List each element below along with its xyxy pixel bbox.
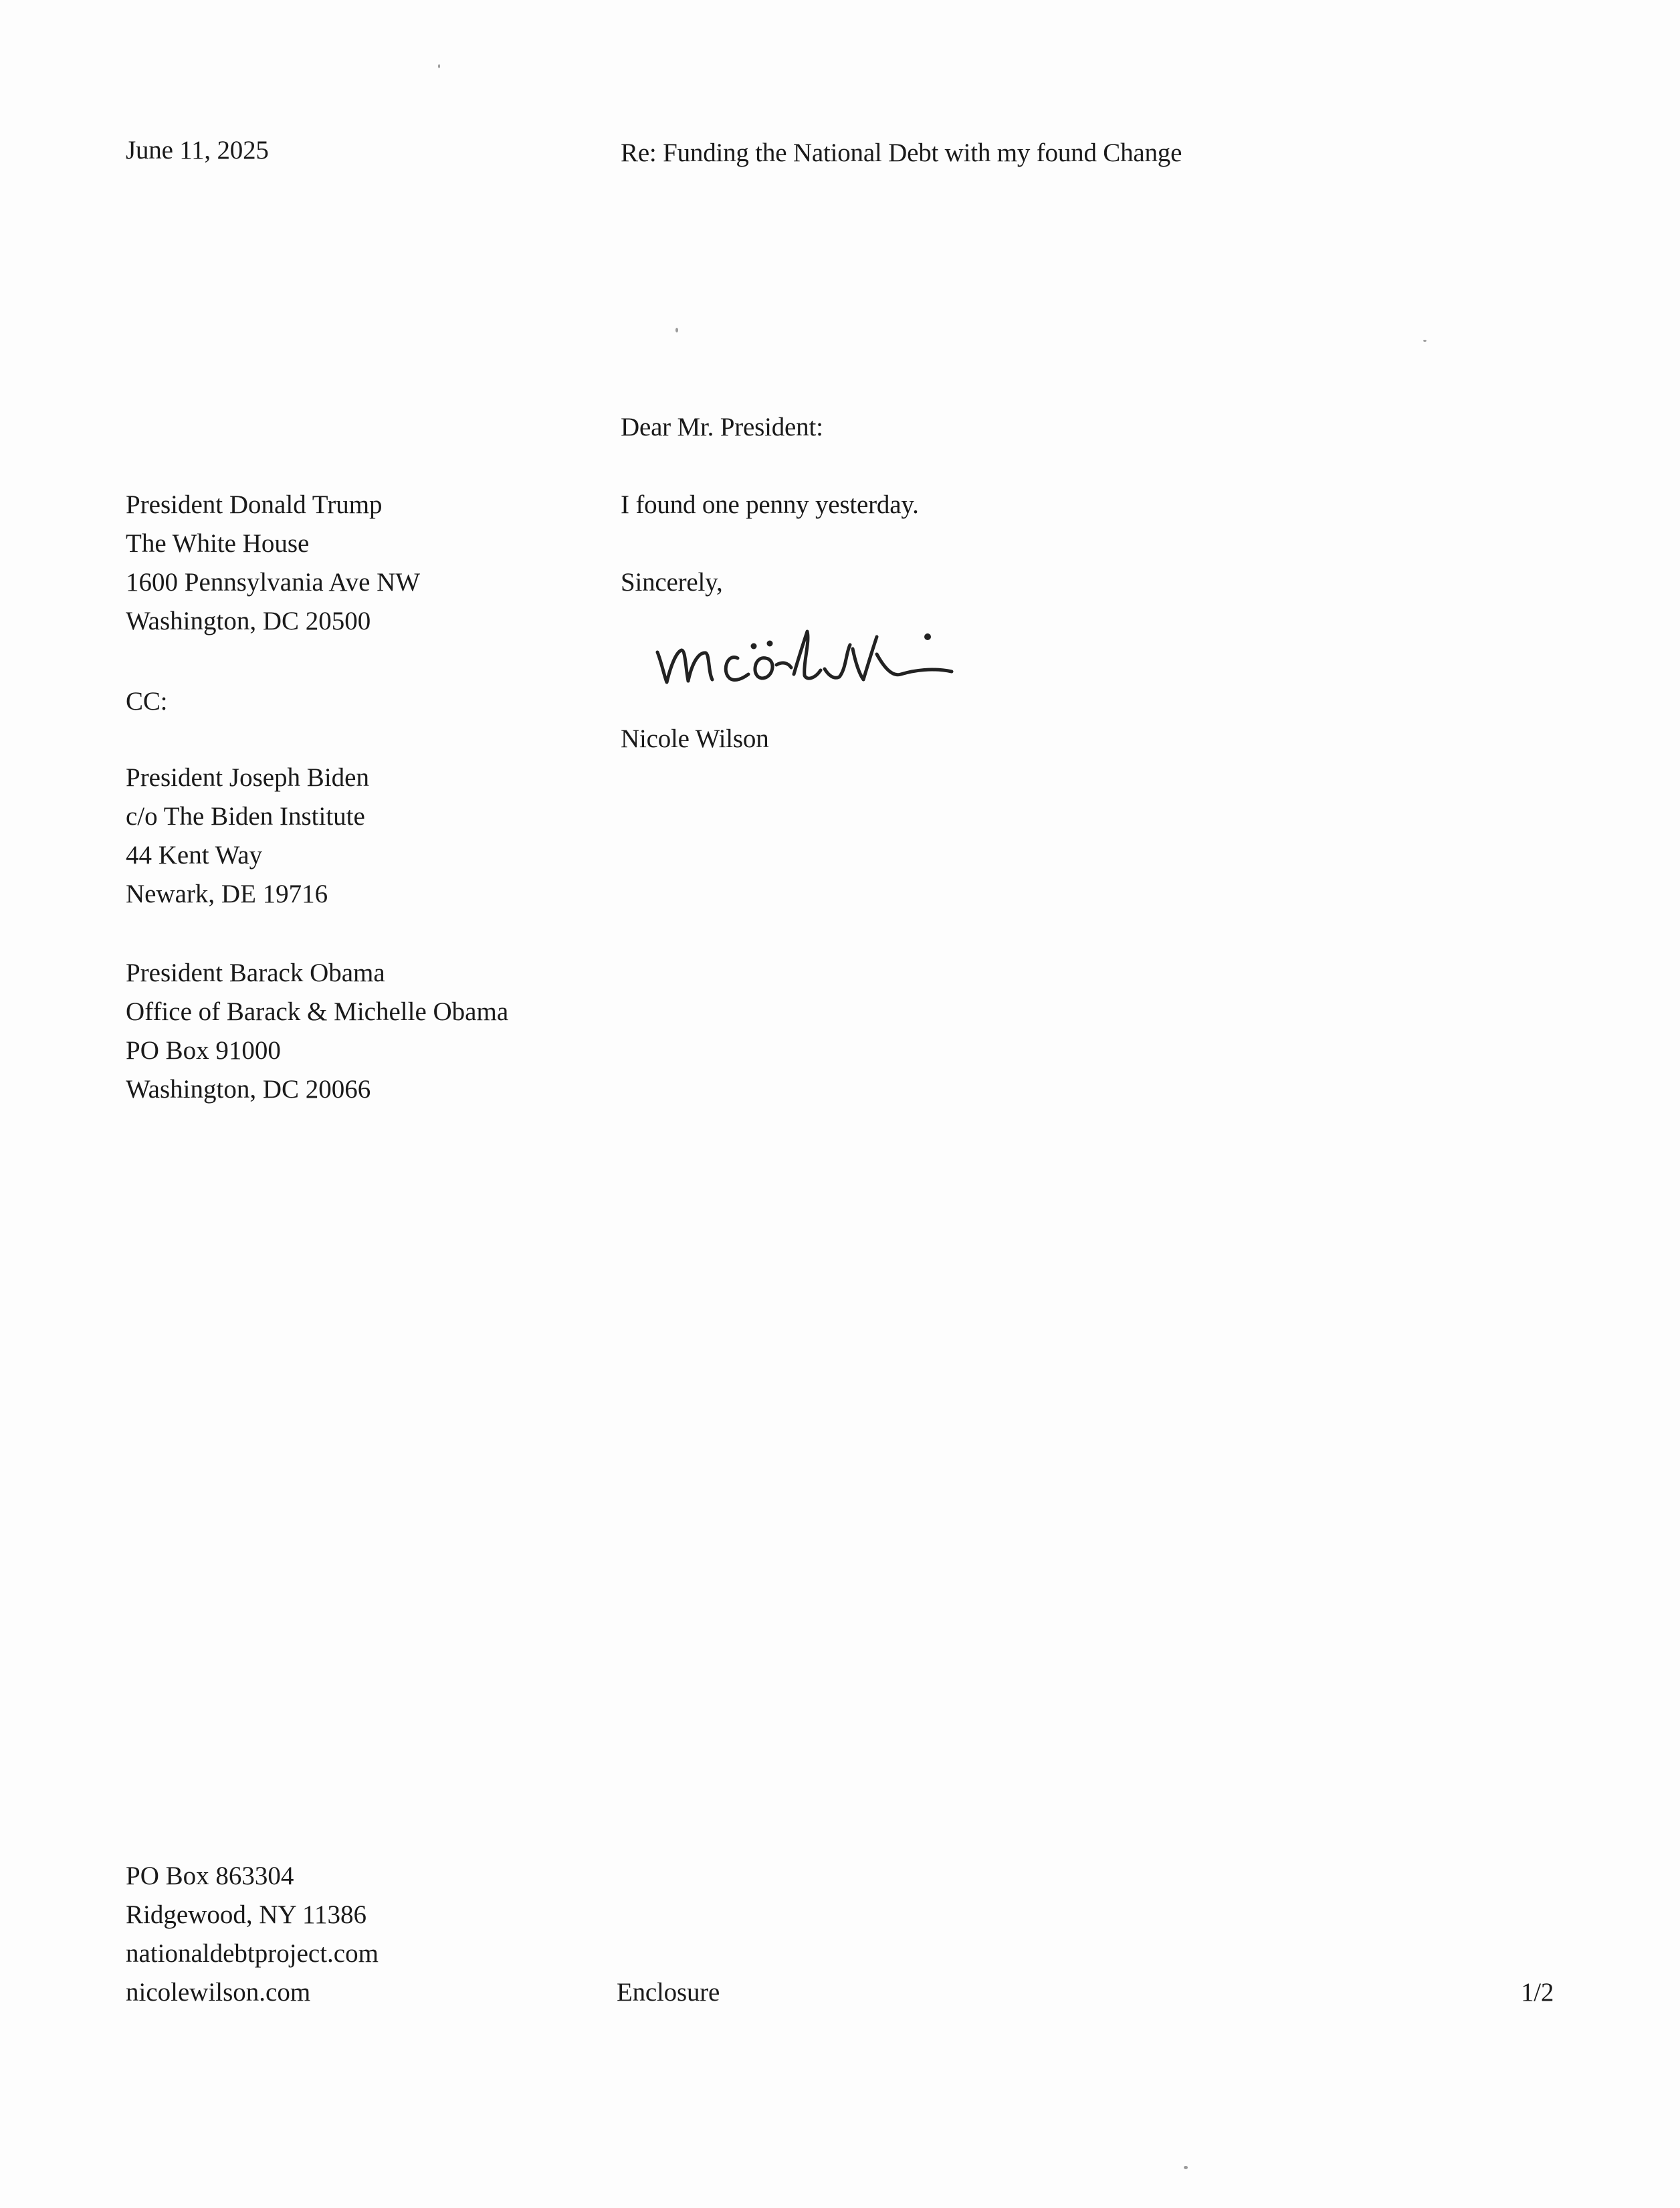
address-line: The White House (126, 529, 310, 558)
scan-speck (675, 328, 678, 332)
address-line: President Joseph Biden (126, 763, 369, 792)
address-line: Washington, DC 20066 (126, 1075, 371, 1104)
sender-footer (126, 1857, 379, 2012)
footer-line: Ridgewood, NY 11386 (126, 1900, 367, 1929)
cc-recipient-address (126, 954, 508, 1109)
address-line: c/o The Biden Institute (126, 802, 365, 831)
address-line: PO Box 91000 (126, 1036, 281, 1065)
closing: Sincerely, (621, 568, 723, 597)
scan-speck (1184, 2166, 1188, 2169)
signer-name: Nicole Wilson (621, 724, 769, 753)
enclosure-note: Enclosure (617, 1978, 720, 2007)
address-line: Office of Barack & Michelle Obama (126, 997, 509, 1026)
footer-line: PO Box 863304 (126, 1862, 294, 1890)
cc-recipient-address (126, 759, 369, 914)
recipient-address (126, 486, 420, 641)
address-line: 1600 Pennsylvania Ave NW (126, 568, 421, 597)
address-line: Washington, DC 20500 (126, 607, 371, 635)
letter-subject: Re: Funding the National Debt with my found Change (621, 138, 1182, 167)
handwritten-signature (652, 589, 966, 696)
address-line: President Donald Trump (126, 490, 383, 519)
salutation: Dear Mr. President: (621, 413, 823, 441)
scan-speck (438, 64, 440, 68)
footer-line: nationaldebtproject.com (126, 1939, 379, 1968)
page-number: 1/2 (1521, 1978, 1554, 2007)
address-line: 44 Kent Way (126, 841, 263, 870)
scan-speck (1423, 340, 1427, 342)
address-line: Newark, DE 19716 (126, 880, 328, 908)
letter-date: June 11, 2025 (126, 136, 269, 165)
cc-label: CC: (126, 687, 168, 716)
address-line: President Barack Obama (126, 959, 385, 987)
footer-line: nicolewilson.com (126, 1978, 311, 2007)
letter-body: I found one penny yesterday. (621, 490, 919, 519)
